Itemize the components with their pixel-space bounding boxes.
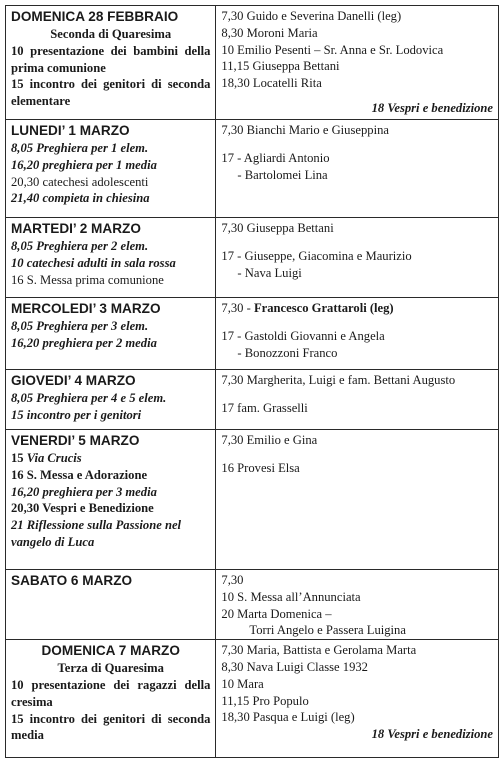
mass-line: 17 fam. Grasselli [221,400,308,415]
activity-line: 16,20 preghiera per 3 media [11,484,157,499]
mass-line: 8,30 Moroni Maria [221,25,318,40]
mass-line: 18,30 Locatelli Rita [221,76,322,91]
mass-line: 17 - Gastoldi Giovanni e Angela [221,328,385,343]
mass-line: 18,30 Pasqua e Luigi (leg) [221,710,355,725]
mass-line: Torri Angelo e Passera Luigina [249,623,406,638]
mass-cell [216,430,499,570]
mass-line: 7,30 Bianchi Mario e Giuseppina [221,123,389,137]
activity-line: 15 incontro dei genitori di seconda elementare [11,77,211,109]
mass-time: 7,30 - [221,301,251,315]
activity-line: 15 incontro dei genitori di seconda media [11,711,211,743]
mass-line: 17 - Agliardi Antonio [221,150,330,165]
activity-line: 16,20 preghiera per 1 media [11,157,157,172]
day-cell [6,6,216,120]
mass-cell [216,640,499,758]
mass-line: - Bartolomei Lina [237,167,328,182]
mass-line: 7,30 Giuseppa Bettani [221,221,334,235]
mass-line: 7,30 Emilio e Gina [221,433,318,447]
activity-line: 8,05 Preghiera per 3 elem. [11,319,149,333]
activity-line: 20,30 Vespri e Benedizione [11,501,154,516]
vespers-note: 18 Vespri e benedizione [371,100,493,115]
mass-line: 11,15 Giuseppa Bettani [221,59,340,74]
day-cell [6,120,216,218]
day-cell [6,370,216,430]
activity-line: 16,20 preghiera per 2 media [11,335,157,350]
mass-line: 20 Marta Domenica – [221,606,332,621]
mass-line: 7,30 Margherita, Luigi e fam. Bettani Augusto [221,373,456,387]
mass-line: - Nava Luigi [237,265,302,280]
day-title: LUNEDI’ 1 MARZO [11,123,130,138]
day-cell [6,218,216,298]
day-cell [6,298,216,370]
activity-line: 16 S. Messa prima comunione [11,272,164,287]
activity-line: 8,05 Preghiera per 2 elem. [11,239,149,253]
mass-cell [216,298,499,370]
day-title: DOMENICA 28 FEBBRAIO [11,9,179,24]
schedule-row-domenica-7 [6,640,499,758]
activity-line: 20,30 catechesi adolescenti [11,174,149,189]
schedule-row-lunedi-1 [6,120,499,218]
day-title: SABATO 6 MARZO [11,573,133,588]
mass-cell [216,570,499,640]
schedule-row-venerdi-5 [6,430,499,570]
mass-line: 16 Provesi Elsa [221,460,300,475]
day-title: GIOVEDI’ 4 MARZO [11,373,136,388]
schedule-row-giovedi-4 [6,370,499,430]
schedule-row-martedi-2 [6,218,499,298]
mass-line: - Bonozzoni Franco [237,345,338,360]
mass-intention: Francesco Grattaroli (leg) [253,301,394,315]
mass-line: 10 S. Messa all’Annunciata [221,589,361,604]
mass-cell [216,218,499,298]
mass-line: 17 - Giuseppe, Giacomina e Maurizio [221,248,412,263]
day-subtitle: Seconda di Quaresima [50,27,172,41]
activity-text: Via Crucis [26,451,82,465]
mass-line: 7,30 Guido e Severina Danelli (leg) [221,9,402,23]
schedule-table [5,5,499,758]
mass-cell [216,370,499,430]
day-title: MARTEDI’ 2 MARZO [11,221,141,236]
schedule-row-mercoledi-3 [6,298,499,370]
schedule-row-sabato-6 [6,570,499,640]
day-title: DOMENICA 7 MARZO [41,643,180,659]
day-subtitle: Terza di Quaresima [57,661,164,676]
activity-line [11,450,210,467]
mass-line: 7,30 [221,573,244,587]
activity-line: 8,05 Preghiera per 4 e 5 elem. [11,391,167,405]
day-title: VENERDI’ 5 MARZO [11,433,140,448]
schedule-row-domenica-28 [6,6,499,120]
activity-line: 15 incontro per i genitori [11,407,142,422]
mass-cell [216,6,499,120]
activity-line: 10 presentazione dei bambini della prima comunione [11,43,211,75]
activity-line: 16 S. Messa e Adorazione [11,467,148,482]
activity-line: 10 catechesi adulti in sala rossa [11,255,176,270]
vespers-note: 18 Vespri e benedizione [371,727,493,742]
activity-line: 10 presentazione dei ragazzi della cresima [11,677,211,709]
day-cell [6,430,216,570]
mass-line: 8,30 Nava Luigi Classe 1932 [221,659,368,674]
activity-time: 15 [11,451,24,465]
day-cell [6,570,216,640]
mass-line: 11,15 Pro Populo [221,693,309,708]
mass-cell [216,120,499,218]
day-cell [6,640,216,758]
activity-line: 21 Riflessione sulla Passione nel vangelo di Luca [11,518,182,549]
mass-line: 10 Mara [221,676,264,691]
activity-line: 21,40 compieta in chiesina [11,191,150,206]
mass-line [221,300,493,317]
day-title: MERCOLEDI’ 3 MARZO [11,301,161,316]
mass-line: 10 Emilio Pesenti – Sr. Anna e Sr. Lodovica [221,42,444,57]
mass-line: 7,30 Maria, Battista e Gerolama Marta [221,643,417,658]
activity-line: 8,05 Preghiera per 1 elem. [11,141,149,155]
